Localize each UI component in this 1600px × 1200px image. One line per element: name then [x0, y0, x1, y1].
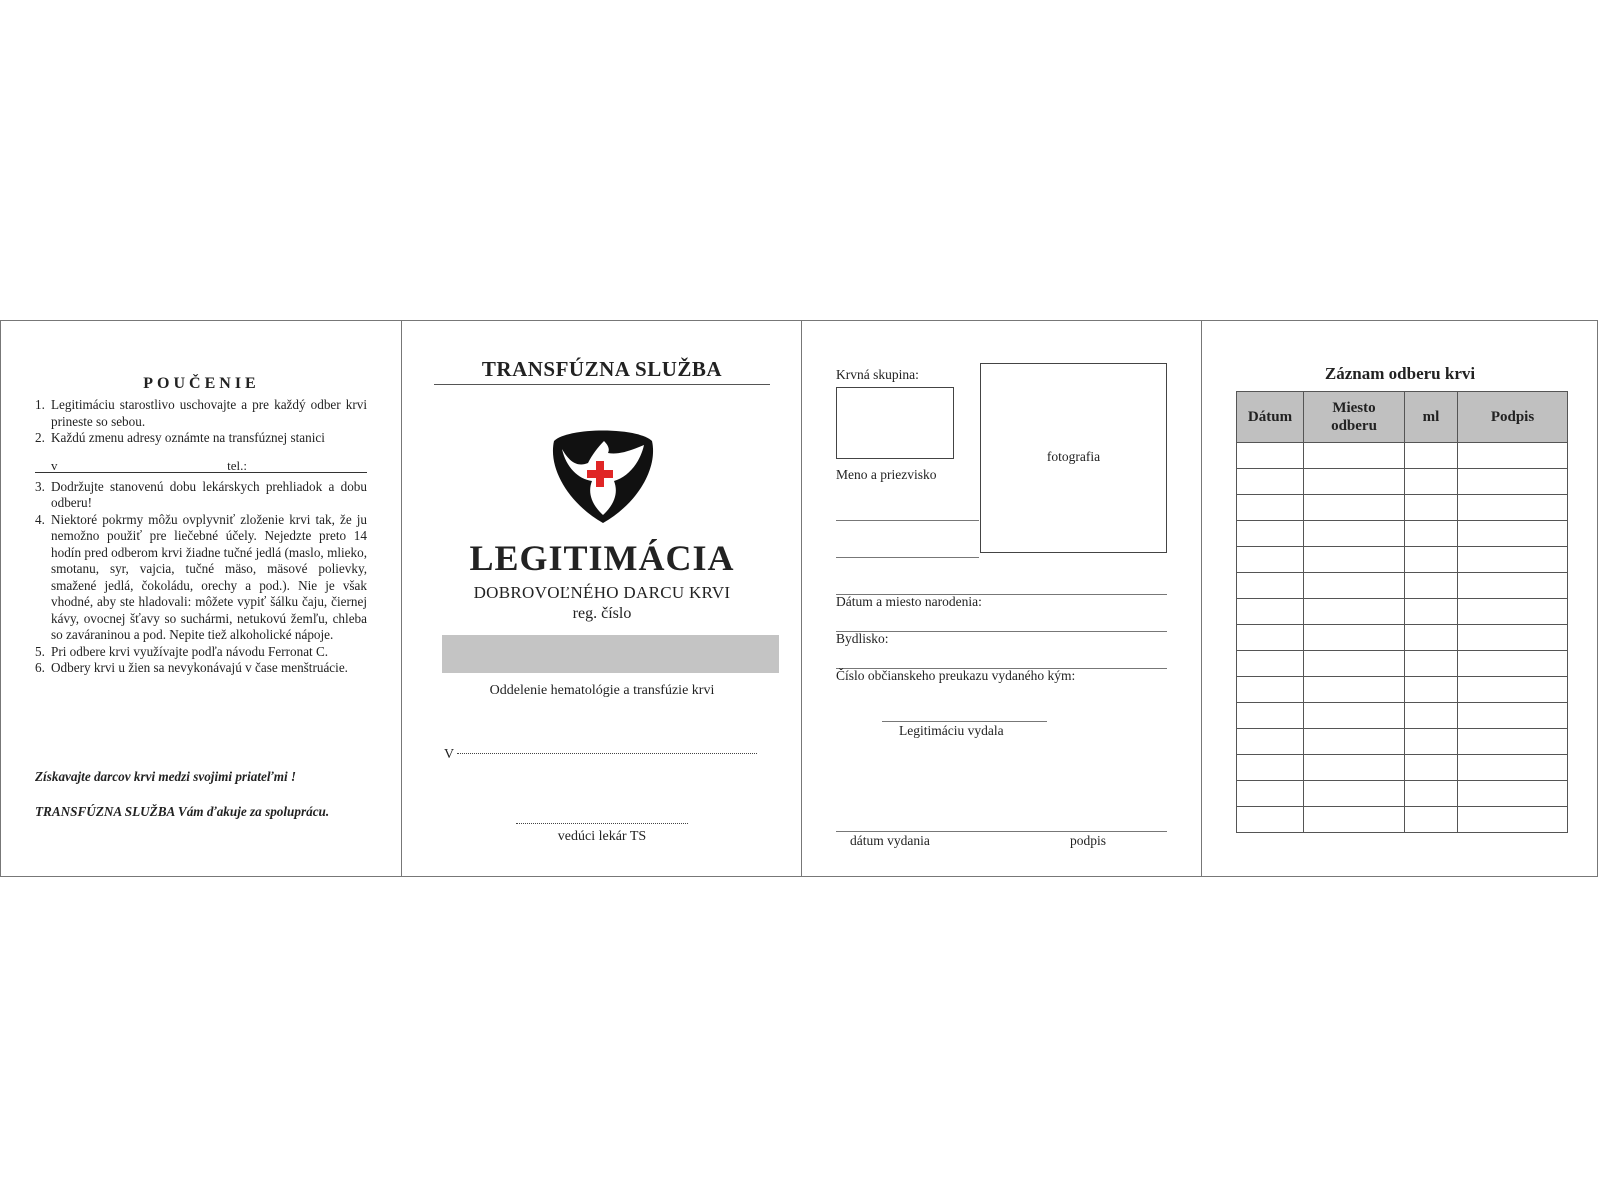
instruction-text: Dodržujte stanovenú dobu lekárskych prehliadok a dobu odberu! [51, 478, 367, 510]
record-date-cell[interactable] [1237, 677, 1304, 703]
header-date: Dátum [1237, 392, 1304, 443]
record-ml-cell[interactable] [1405, 781, 1458, 807]
blood-group-box [836, 387, 954, 459]
record-row [1237, 677, 1568, 703]
closing-recruit: Získavajte darcov krvi medzi svojimi priateľmi ! [35, 769, 297, 784]
instruction-number: 3. [35, 478, 45, 494]
instruction-text: Niektoré pokrmy môžu ovplyvniť zloženie krvi tak, že ju nemožno použiť pre liečebné účely. Nejedzte preto 14 hodín pred odberom krvi žiadne tučné jedlá (maslo, mlieko, smotanu, syr, vajcia, tučné mäso, mäsové polievky, smažené jedlá, čokoládu, orechy a pod.). Nie je však vhodné, aby ste hladovali: môžete vypiť šálku čaju, čiernej kávy, ovocnej šťavy so suchármi, netukovú žemľu, chleba so zaváraninou a pod. Nepite tiež alkoholické nápoje. [51, 511, 367, 642]
record-signature-cell[interactable] [1458, 599, 1568, 625]
issue-date-label: dátum vydania [850, 833, 930, 848]
instruction-item [35, 660, 367, 677]
personal-data-panel [802, 321, 1202, 876]
record-ml-cell[interactable] [1405, 703, 1458, 729]
record-signature-cell[interactable] [1458, 729, 1568, 755]
record-row [1237, 729, 1568, 755]
record-ml-cell[interactable] [1405, 625, 1458, 651]
address-v-label: v [51, 457, 58, 473]
place-label: V [444, 747, 455, 762]
record-signature-cell[interactable] [1458, 807, 1568, 833]
record-date-cell[interactable] [1237, 807, 1304, 833]
instructions-list [35, 397, 367, 677]
record-date-cell[interactable] [1237, 599, 1304, 625]
donor-card-strip [0, 320, 1598, 877]
instruction-number: 6. [35, 660, 45, 675]
record-date-cell[interactable] [1237, 755, 1304, 781]
instructions-panel [1, 321, 402, 876]
record-place-cell[interactable] [1304, 781, 1405, 807]
record-ml-cell[interactable] [1405, 521, 1458, 547]
header-signature: Podpis [1458, 392, 1568, 443]
red-cross-dove-logo [548, 423, 658, 525]
record-signature-cell[interactable] [1458, 443, 1568, 469]
record-place-cell[interactable] [1304, 729, 1405, 755]
record-place-cell[interactable] [1304, 625, 1405, 651]
donation-records-panel [1202, 321, 1598, 876]
instruction-text: Každú zmenu adresy oznámte na transfúznej stanici [51, 430, 325, 445]
instruction-item [35, 644, 367, 661]
id-label: Číslo občianskeho preukazu vydaného kým: [836, 668, 1076, 683]
record-place-cell[interactable] [1304, 755, 1405, 781]
record-ml-cell[interactable] [1405, 573, 1458, 599]
record-place-cell[interactable] [1304, 651, 1405, 677]
record-date-cell[interactable] [1237, 573, 1304, 599]
records-title: Záznam odberu krvi [1324, 364, 1476, 383]
record-date-cell[interactable] [1237, 547, 1304, 573]
record-ml-cell[interactable] [1405, 547, 1458, 573]
record-ml-cell[interactable] [1405, 469, 1458, 495]
record-row [1237, 625, 1568, 651]
record-place-cell[interactable] [1304, 703, 1405, 729]
record-date-cell[interactable] [1237, 443, 1304, 469]
name-label: Meno a priezvisko [836, 467, 937, 482]
instruction-number: 5. [35, 643, 45, 659]
record-row [1237, 651, 1568, 677]
closing-thanks: TRANSFÚZNA SLUŽBA Vám ďakuje za spoluprácu. [35, 804, 330, 819]
instruction-text: Legitimáciu starostlivo uschovajte a pre každý odber krvi prineste so sebou. [51, 397, 367, 429]
record-place-cell[interactable] [1304, 573, 1405, 599]
record-date-cell[interactable] [1237, 703, 1304, 729]
instructions-title: POUČENIE [143, 375, 260, 392]
record-ml-cell[interactable] [1405, 651, 1458, 677]
record-place-cell[interactable] [1304, 677, 1405, 703]
record-ml-cell[interactable] [1405, 677, 1458, 703]
record-signature-cell[interactable] [1458, 755, 1568, 781]
record-ml-cell[interactable] [1405, 755, 1458, 781]
header-ml: ml [1405, 392, 1458, 443]
record-row [1237, 521, 1568, 547]
record-row [1237, 807, 1568, 833]
record-date-cell[interactable] [1237, 469, 1304, 495]
name-line-1 [836, 520, 979, 521]
record-row [1237, 755, 1568, 781]
instruction-item [35, 397, 367, 430]
record-date-cell[interactable] [1237, 625, 1304, 651]
record-ml-cell[interactable] [1405, 443, 1458, 469]
record-signature-cell[interactable] [1458, 547, 1568, 573]
reg-number-field [442, 635, 779, 673]
record-row [1237, 781, 1568, 807]
instruction-number: 1. [35, 397, 45, 412]
record-place-cell[interactable] [1304, 547, 1405, 573]
record-place-cell[interactable] [1304, 495, 1405, 521]
record-signature-cell[interactable] [1458, 781, 1568, 807]
service-header: TRANSFÚZNA SLUŽBA [434, 357, 770, 385]
signature-label: podpis [1070, 833, 1107, 848]
record-place-cell[interactable] [1304, 521, 1405, 547]
place-dotted-line [457, 753, 757, 754]
record-row [1237, 573, 1568, 599]
record-signature-cell[interactable] [1458, 625, 1568, 651]
department-label: Oddelenie hematológie a transfúzie krvi [489, 683, 715, 698]
issuer-line [882, 721, 1047, 722]
record-signature-cell[interactable] [1458, 677, 1568, 703]
record-date-cell[interactable] [1237, 521, 1304, 547]
record-row [1237, 495, 1568, 521]
records-table [1236, 391, 1568, 833]
record-place-cell[interactable] [1304, 443, 1405, 469]
name-line-2 [836, 557, 979, 558]
record-row [1237, 469, 1568, 495]
record-ml-cell[interactable] [1405, 807, 1458, 833]
signature-dotted-line [516, 823, 688, 824]
record-date-cell[interactable] [1237, 781, 1304, 807]
birth-label: Dátum a miesto narodenia: [836, 594, 982, 609]
record-signature-cell[interactable] [1458, 521, 1568, 547]
instruction-item [35, 479, 367, 512]
card-title: LEGITIMÁCIA [469, 538, 735, 578]
record-place-cell[interactable] [1304, 807, 1405, 833]
address-line [35, 458, 367, 473]
record-signature-cell[interactable] [1458, 703, 1568, 729]
record-place-cell[interactable] [1304, 469, 1405, 495]
record-signature-cell[interactable] [1458, 651, 1568, 677]
record-date-cell[interactable] [1237, 729, 1304, 755]
record-place-cell[interactable] [1304, 599, 1405, 625]
reg-number-label: reg. číslo [572, 605, 632, 622]
address-tel-label: tel.: [227, 457, 247, 473]
instruction-text: Pri odbere krvi využívajte podľa návodu Ferronat C. [51, 643, 329, 659]
record-signature-cell[interactable] [1458, 469, 1568, 495]
record-row [1237, 443, 1568, 469]
instruction-number: 2. [35, 430, 45, 445]
instruction-number: 4. [35, 511, 45, 527]
record-row [1237, 599, 1568, 625]
photo-label: fotografia [1046, 449, 1101, 464]
instruction-item [35, 512, 367, 644]
records-header-row [1237, 392, 1568, 443]
cover-panel [402, 321, 802, 876]
head-physician-label: vedúci lekár TS [557, 829, 647, 844]
residence-label: Bydlisko: [836, 631, 889, 646]
blood-group-label: Krvná skupina: [836, 367, 919, 382]
record-ml-cell[interactable] [1405, 729, 1458, 755]
record-ml-cell[interactable] [1405, 495, 1458, 521]
record-row [1237, 547, 1568, 573]
instruction-text: Odbery krvi u žien sa nevykonávajú v čase menštruácie. [51, 660, 348, 675]
record-date-cell[interactable] [1237, 651, 1304, 677]
record-signature-cell[interactable] [1458, 573, 1568, 599]
record-row [1237, 703, 1568, 729]
header-place: Miesto odberu [1304, 392, 1405, 443]
record-ml-cell[interactable] [1405, 599, 1458, 625]
record-signature-cell[interactable] [1458, 495, 1568, 521]
instruction-item [35, 430, 367, 447]
record-date-cell[interactable] [1237, 495, 1304, 521]
issued-by-label: Legitimáciu vydala [899, 723, 1004, 738]
dove-emblem-icon [548, 423, 658, 525]
card-subtitle: DOBROVOĽNÉHO DARCU KRVI [473, 583, 731, 602]
issue-date-line [836, 831, 1167, 832]
